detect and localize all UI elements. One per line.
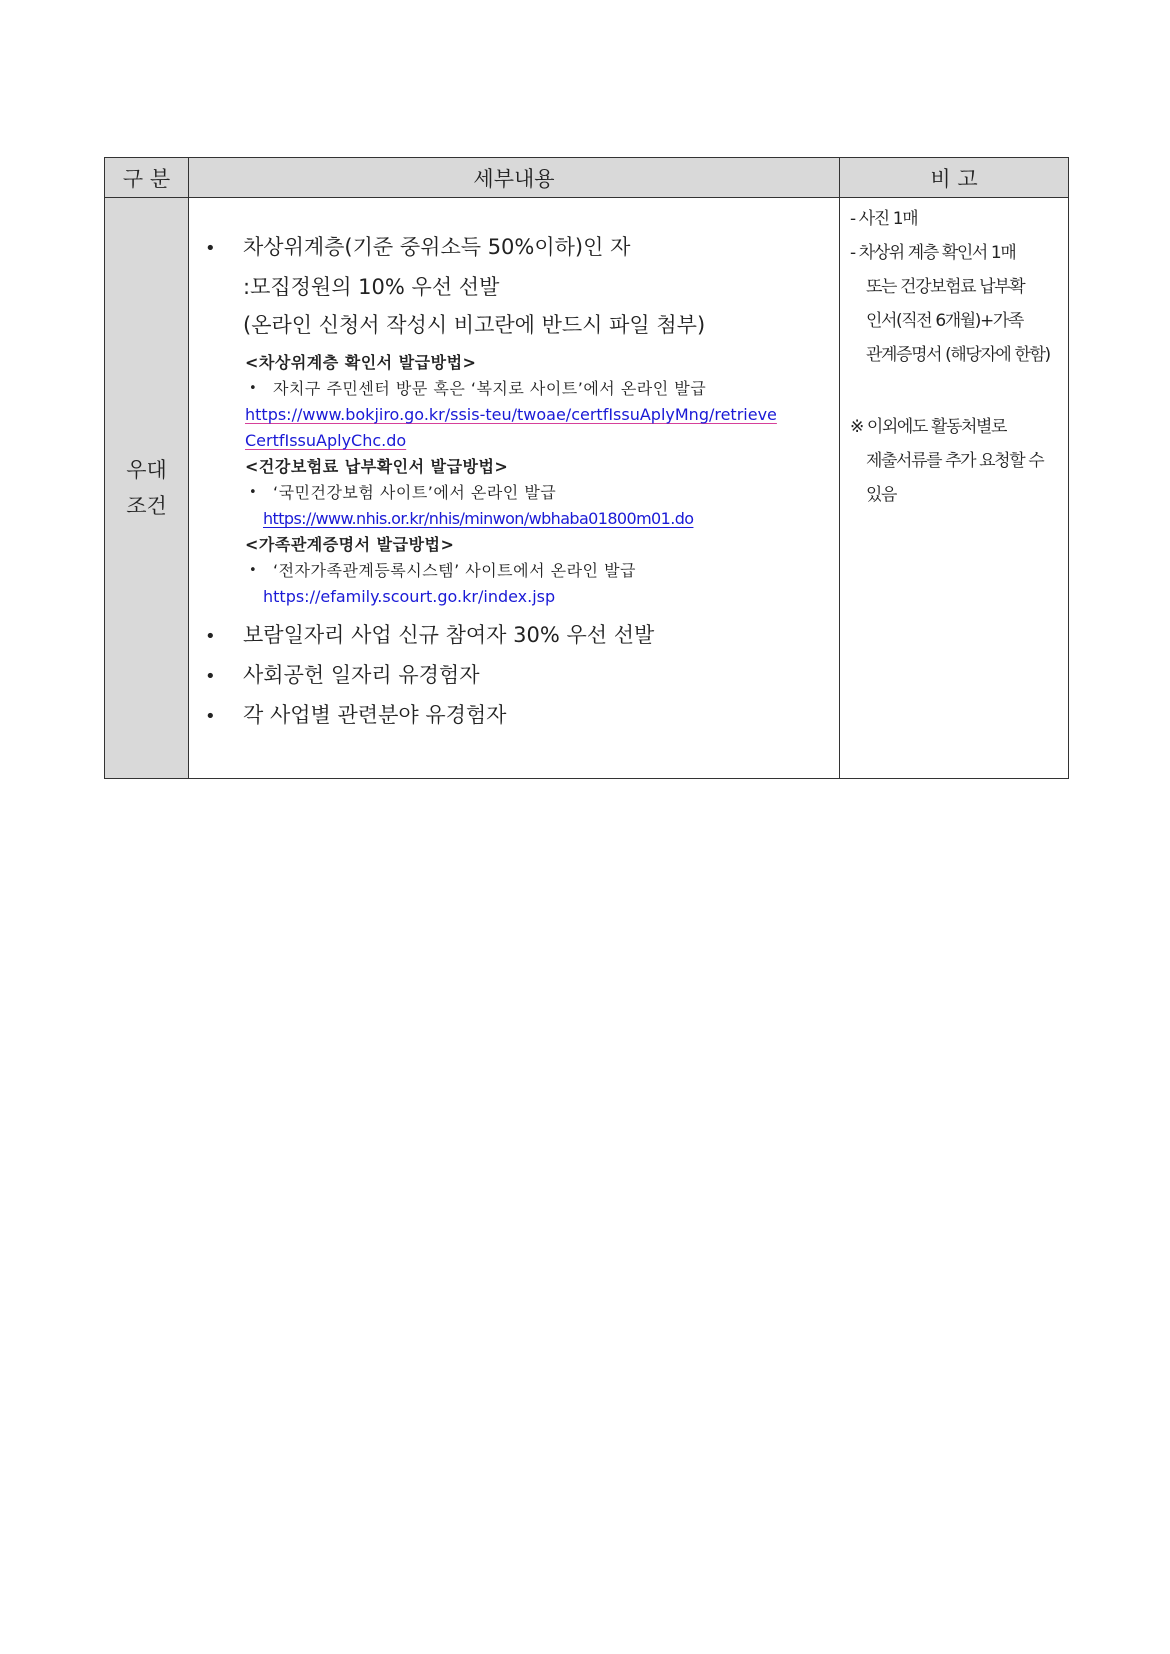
section-heading-low-income: <차상위계층 확인서 발급방법> [245,353,477,372]
issuance-guide [197,350,839,610]
link-nhis[interactable]: https://www.nhis.or.kr/nhis/minwon/wbhaba01800m01.do [263,509,694,528]
bullet-dot: • [205,238,216,259]
note-photo: - 사진 1매 [850,209,918,229]
header-remarks: 비 고 [840,158,1069,198]
bullet-dot: • [205,706,216,727]
sub-bullet-dot: • [249,485,258,500]
bullet-dot: • [205,626,216,647]
main-bullet-line3: (온라인 신청서 작성시 비고란에 반드시 파일 첨부) [243,313,706,337]
bullet-item: • 각 사업별 관련분야 유경험자 [197,696,839,736]
link-bokjiro[interactable]: https://www.bokjiro.go.kr/ssis-teu/twoae/certfIssuAplyMng/retrieve CertfIssuAplyChc.do [245,405,777,450]
details-cell [189,198,840,779]
table-header-row [105,158,1069,198]
main-bullet [197,228,839,268]
bullet-item: • 사회공헌 일자리 유경험자 [197,656,839,696]
note-certificate: - 차상위 계층 확인서 1매 또는 건강보험료 납부확 인서(직전 6개월)+가족 관계증명서 (해당자에 한함) [850,243,1050,365]
note-additional-documents: ※ 이외에도 활동처별로 제출서류를 추가 요청할 수 있음 [850,417,1044,505]
link-efamily[interactable]: https://efamily.scourt.go.kr/index.jsp [263,587,556,606]
section-item-health-insurance: • ‘국민건강보험 사이트’에서 온라인 발급 [245,480,839,506]
category-line-1: 우대 [126,458,167,482]
main-bullet-line2: :모집정원의 10% 우선 선발 [243,275,500,299]
preference-row [105,198,1069,779]
bullet-dot: • [205,666,216,687]
main-bullet-line1: 차상위계층(기준 중위소득 50%이하)인 자 [243,235,631,259]
section-heading-health-insurance: <건강보험료 납부확인서 발급방법> [245,457,509,476]
sub-bullet-dot: • [249,563,258,578]
header-category: 구 분 [105,158,189,198]
section-item-low-income: • 자치구 주민센터 방문 혹은 ‘복지로 사이트’에서 온라인 발급 [245,376,839,402]
section-heading-family-relation: <가족관계증명서 발급방법> [245,535,455,554]
category-cell [105,198,189,779]
recruitment-table [104,157,1069,779]
category-line-2: 조건 [126,494,167,518]
section-item-family-relation: • ‘전자가족관계등록시스템’ 사이트에서 온라인 발급 [245,558,839,584]
sub-bullet-dot: • [249,381,258,396]
remarks-cell [840,198,1069,779]
bullet-item: • 보람일자리 사업 신규 참여자 30% 우선 선발 [197,616,839,656]
header-details: 세부내용 [189,158,840,198]
